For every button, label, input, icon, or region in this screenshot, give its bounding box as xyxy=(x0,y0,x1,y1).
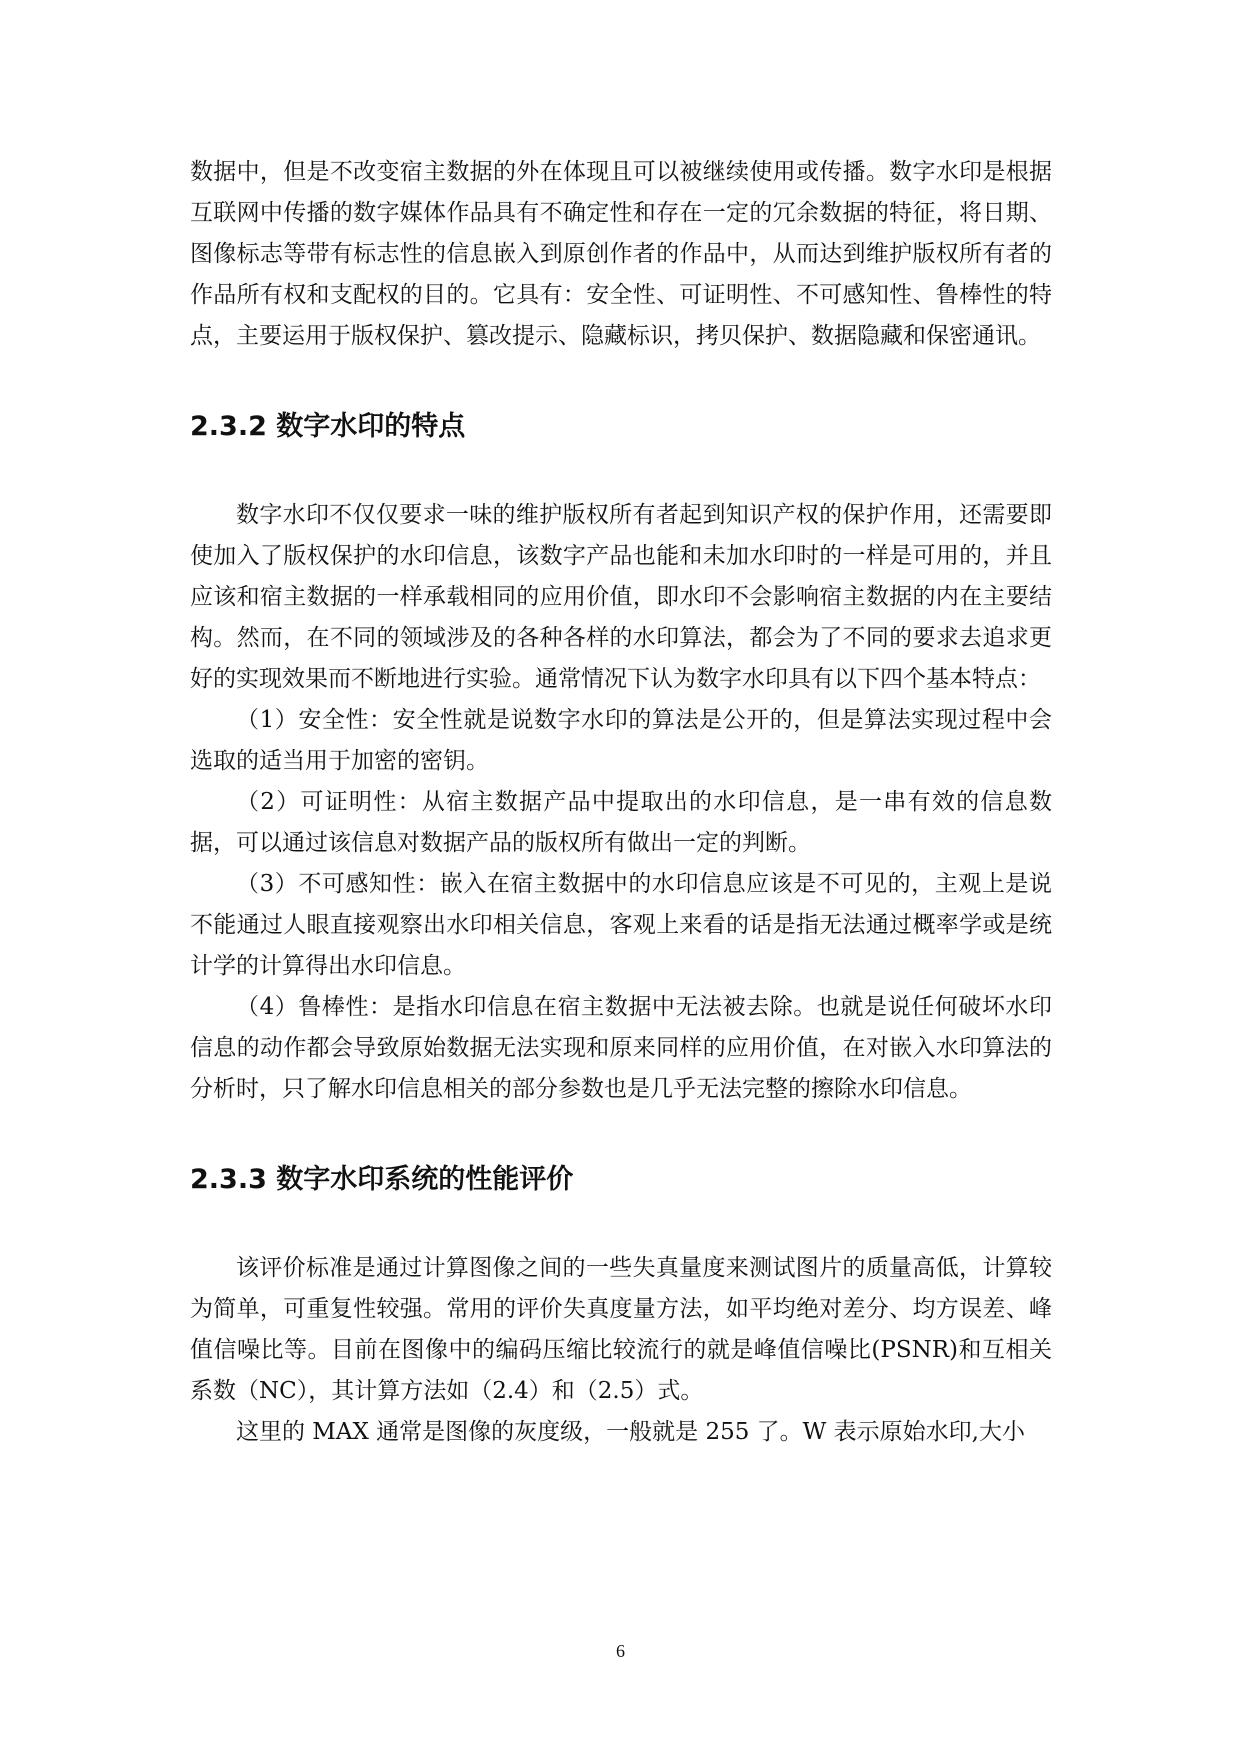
page-content xyxy=(190,152,1052,1453)
page-number: 6 xyxy=(616,1641,625,1661)
feature-item-provability: （2）可证明性：从宿主数据产品中提取出的水印信息，是一串有效的信息数据，可以通过该信息对数据产品的版权所有做出一定的判断。 xyxy=(190,789,1052,856)
section-heading-2-3-3: 2.3.3 数字水印系统的性能评价 xyxy=(190,1164,574,1195)
intro-paragraph: 数据中，但是不改变宿主数据的外在体现且可以被继续使用或传播。数字水印是根据互联网中传播的数字媒体作品具有不确定性和存在一定的冗余数据的特征，将日期、图像标志等带有标志性的信息嵌入到原创作者的作品中，从而达到维护版权所有者的作品所有权和支配权的目的。它具有：安全性、可证明性、不可感知性、鲁棒性的特点，主要运用于版权保护、篡改提示、隐藏标识，拷贝保护、数据隐藏和保密通讯。 xyxy=(190,159,1052,349)
feature-item-robustness: （4）鲁棒性：是指水印信息在宿主数据中无法被去除。也就是说任何破坏水印信息的动作都会导致原始数据无法实现和原来同样的应用价值，在对嵌入水印算法的分析时，只了解水印信息相关的部分参数也是几乎无法完整的擦除水印信息。 xyxy=(190,994,1052,1102)
section-2-3-2-intro: 数字水印不仅仅要求一味的维护版权所有者起到知识产权的保护作用，还需要即使加入了版权保护的水印信息，该数字产品也能和未加水印时的一样是可用的，并且应该和宿主数据的一样承载相同的应用价值，即水印不会影响宿主数据的内在主要结构。然而，在不同的领域涉及的各种各样的水印算法，都会为了不同的要求去追求更好的实现效果而不断地进行实验。通常情况下认为数字水印具有以下四个基本特点： xyxy=(190,502,1052,692)
section-2-3-3-paragraph-1: 该评价标准是通过计算图像之间的一些失真量度来测试图片的质量高低，计算较为简单，可重复性较强。常用的评价失真度量方法，如平均绝对差分、均方误差、峰值信噪比等。目前在图像中的编码压缩比较流行的就是峰值信噪比(PSNR)和互相关系数（NC），其计算方法如（2.4）和（2.5）式。 xyxy=(190,1255,1052,1404)
section-2-3-3-paragraph-2: 这里的 MAX 通常是图像的灰度级，一般就是 255 了。W 表示原始水印,大小 xyxy=(236,1419,1025,1445)
feature-item-imperceptibility: （3）不可感知性：嵌入在宿主数据中的水印信息应该是不可见的，主观上是说不能通过人眼直接观察出水印相关信息，客观上来看的话是指无法通过概率学或是统计学的计算得出水印信息。 xyxy=(190,871,1052,979)
feature-item-security: （1）安全性：安全性就是说数字水印的算法是公开的，但是算法实现过程中会选取的适当用于加密的密钥。 xyxy=(190,707,1052,774)
section-heading-2-3-2: 2.3.2 数字水印的特点 xyxy=(190,411,466,442)
